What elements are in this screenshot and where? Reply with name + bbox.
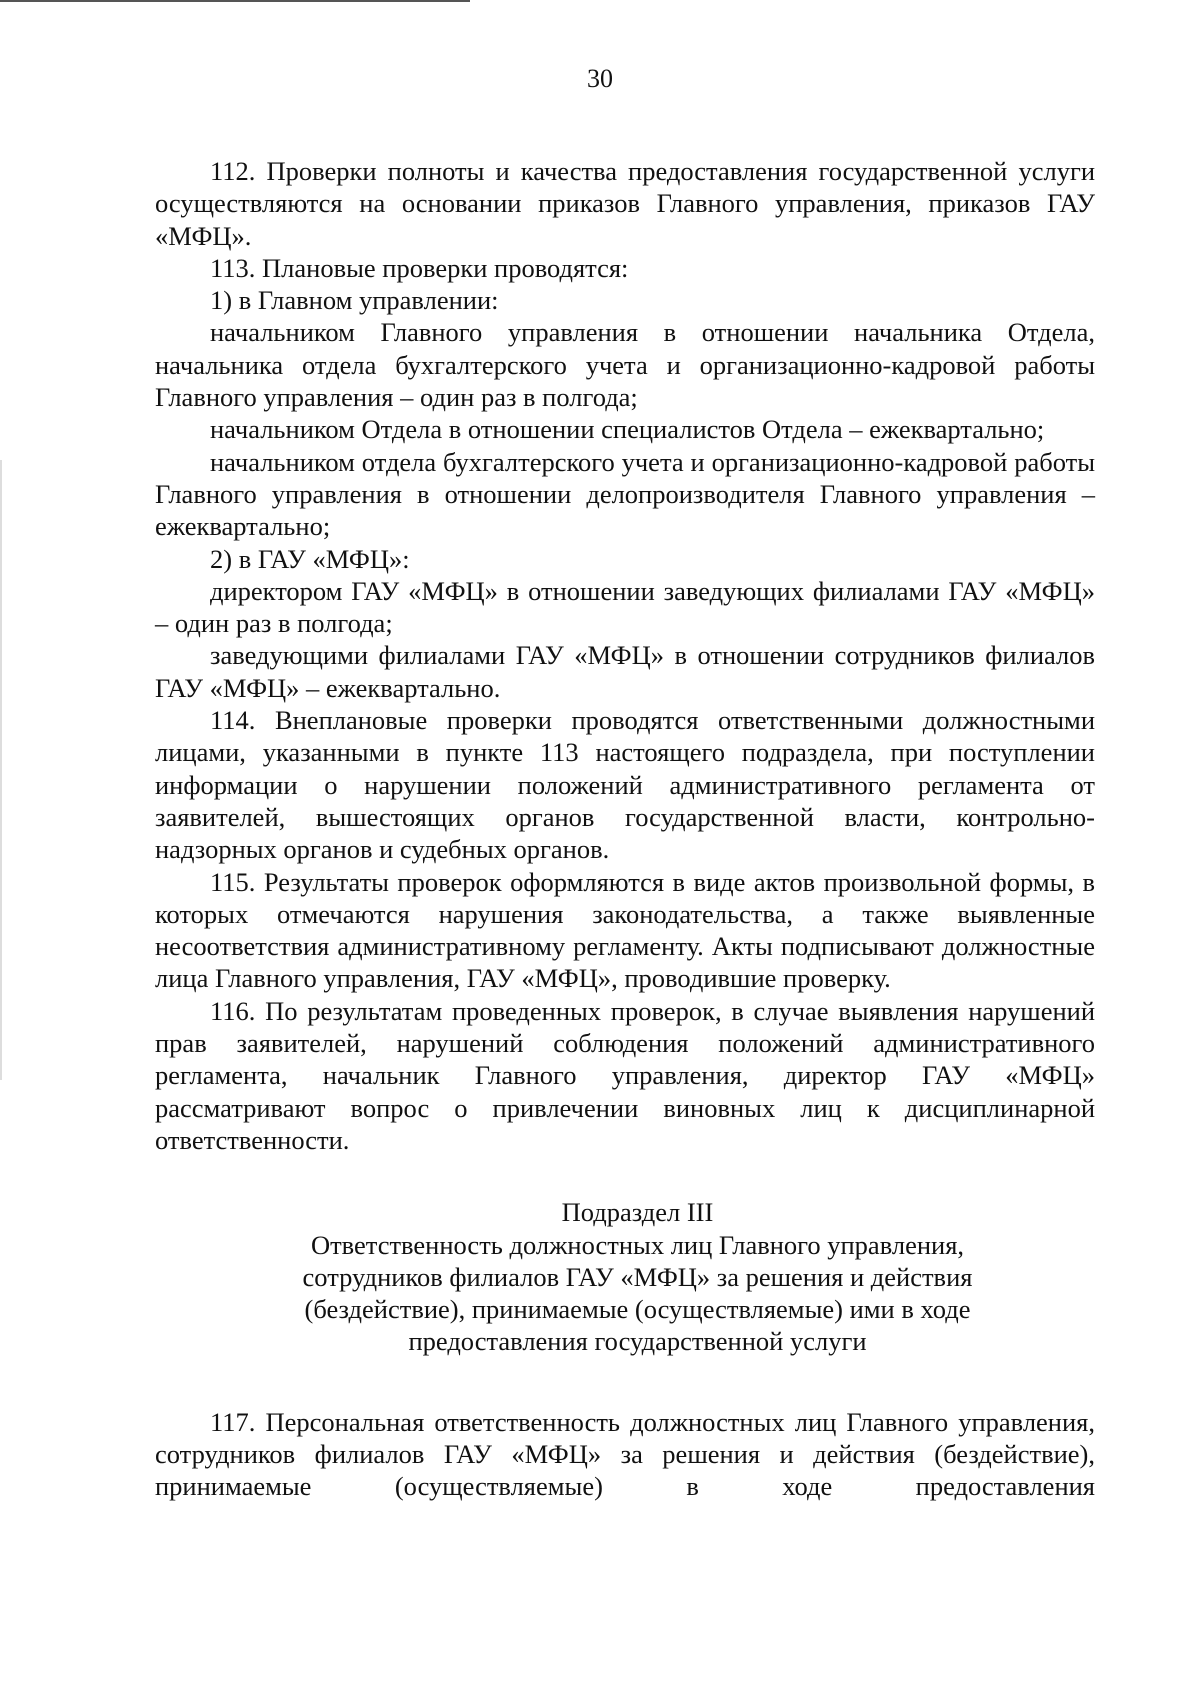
scan-edge-top [0,0,470,2]
list-item-main-office: 1) в Главном управлении: [210,285,499,316]
paragraph-116: 116. По результатам проведенных проверок, в случае выявления нарушений прав заявителей, нарушений соблюдения положений административного регламента, начальник Главного управления, директор ГАУ «МФЦ» рассматривают вопрос о привлечении виновных лиц к дисциплинарной ответственности. [155,995,1095,1155]
page-number: 30 [587,64,613,93]
paragraph-114: 114. Внеплановые проверки проводятся ответственными должностными лицами, указанными в пункте 113 настоящего подраздела, при поступлении информации о нарушении положений административного регламента от заявителей, вышестоящих органов государственной власти, контрольно-надзорных органов и судебных органов. [155,705,1095,865]
subsection-title-line: предоставления государственной услуги [408,1326,867,1357]
spacer [155,1358,1095,1406]
subsection-title-line: Ответственность должностных лиц Главного управления, [310,1229,965,1260]
subsection-heading [155,1196,1095,1357]
paragraph-head-of-department: начальником Главного управления в отношении начальника Отдела, начальника отдела бухгалтерского учета и организационно-кадровой работы Главного управления – один раз в полгода; [155,317,1095,413]
list-item-mfc: 2) в ГАУ «МФЦ»: [210,543,410,574]
paragraph-112: 112. Проверки полноты и качества предоставления государственной услуги осуществляются на основании приказов Главного управления, приказов ГАУ «МФЦ». [155,156,1095,251]
paragraph-branch-heads: заведующими филиалами ГАУ «МФЦ» в отношении сотрудников филиалов ГАУ «МФЦ» – ежеквартально. [155,640,1095,703]
paragraph-head-of-accounting: начальником отдела бухгалтерского учета и организационно-кадровой работы Главного управления в отношении делопроизводителя Главного управления – ежеквартально; [155,446,1095,542]
document-body [155,155,1095,1503]
paragraph-113: 113. Плановые проверки проводятся: [210,252,629,283]
paragraph-head-of-division: начальником Отдела в отношении специалистов Отдела – ежеквартально; [210,414,1045,445]
paragraph-117: 117. Персональная ответственность должностных лиц Главного управления, сотрудников филиалов ГАУ «МФЦ» за решения и действия (бездействие), принимаемые (осуществляемые) в ходе предоставления [155,1406,1095,1502]
scan-edge-left [0,460,2,1080]
paragraph-115: 115. Результаты проверок оформляются в виде актов произвольной формы, в которых отмечаются нарушения законодательства, а также выявленные несоответствия административному регламенту. Акты подписывают должностные лица Главного управления, ГАУ «МФЦ», проводившие проверку. [155,866,1095,994]
subsection-title-line: сотрудников филиалов ГАУ «МФЦ» за решения и действия [302,1261,973,1292]
paragraph-mfc-director: директором ГАУ «МФЦ» в отношении заведующих филиалами ГАУ «МФЦ» – один раз в полгода; [155,575,1095,639]
subsection-label: Подраздел III [561,1197,714,1228]
subsection-title-line: (бездействие), принимаемые (осуществляемые) ими в ходе [304,1294,971,1325]
